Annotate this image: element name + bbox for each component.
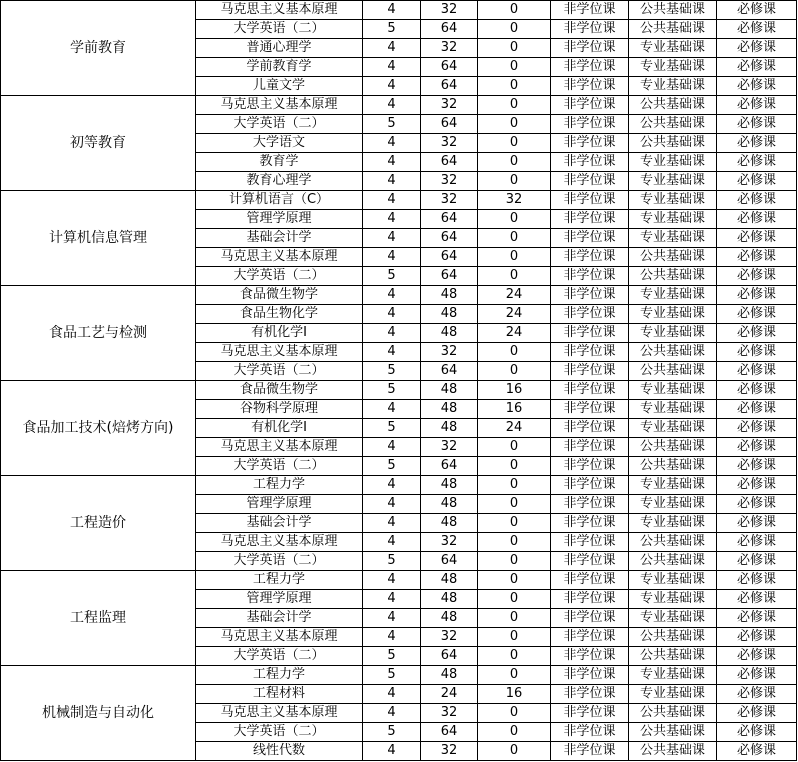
credit-cell: 4 bbox=[363, 153, 421, 172]
course-category-cell: 公共基础课 bbox=[629, 552, 717, 571]
degree-type-cell: 非学位课 bbox=[551, 685, 629, 704]
degree-type-cell: 非学位课 bbox=[551, 552, 629, 571]
credit-cell: 4 bbox=[363, 305, 421, 324]
course-category-cell: 公共基础课 bbox=[629, 704, 717, 723]
lab-hours-cell: 0 bbox=[478, 666, 551, 685]
course-name-cell: 普通心理学 bbox=[196, 39, 363, 58]
major-name-cell: 食品加工技术(焙烤方向) bbox=[1, 381, 196, 476]
lab-hours-cell: 0 bbox=[478, 210, 551, 229]
hours-cell: 64 bbox=[421, 647, 478, 666]
course-name-cell: 食品生物化学 bbox=[196, 305, 363, 324]
requirement-cell: 必修课 bbox=[717, 514, 797, 533]
lab-hours-cell: 16 bbox=[478, 400, 551, 419]
credit-cell: 4 bbox=[363, 704, 421, 723]
lab-hours-cell: 0 bbox=[478, 20, 551, 39]
credit-cell: 4 bbox=[363, 324, 421, 343]
course-category-cell: 公共基础课 bbox=[629, 20, 717, 39]
degree-type-cell: 非学位课 bbox=[551, 419, 629, 438]
hours-cell: 32 bbox=[421, 438, 478, 457]
hours-cell: 48 bbox=[421, 590, 478, 609]
hours-cell: 48 bbox=[421, 381, 478, 400]
lab-hours-cell: 0 bbox=[478, 457, 551, 476]
lab-hours-cell: 0 bbox=[478, 514, 551, 533]
course-name-cell: 有机化学I bbox=[196, 324, 363, 343]
credit-cell: 4 bbox=[363, 1, 421, 20]
table-row bbox=[1, 286, 797, 305]
hours-cell: 48 bbox=[421, 571, 478, 590]
hours-cell: 48 bbox=[421, 495, 478, 514]
credit-cell: 5 bbox=[363, 381, 421, 400]
lab-hours-cell: 0 bbox=[478, 267, 551, 286]
course-name-cell: 管理学原理 bbox=[196, 210, 363, 229]
table-row bbox=[1, 191, 797, 210]
course-name-cell: 大学英语（二） bbox=[196, 115, 363, 134]
course-name-cell: 线性代数 bbox=[196, 742, 363, 761]
hours-cell: 48 bbox=[421, 666, 478, 685]
hours-cell: 64 bbox=[421, 229, 478, 248]
course-category-cell: 专业基础课 bbox=[629, 666, 717, 685]
hours-cell: 32 bbox=[421, 191, 478, 210]
credit-cell: 4 bbox=[363, 495, 421, 514]
course-name-cell: 谷物科学原理 bbox=[196, 400, 363, 419]
table-row bbox=[1, 571, 797, 590]
degree-type-cell: 非学位课 bbox=[551, 571, 629, 590]
course-category-cell: 专业基础课 bbox=[629, 153, 717, 172]
credit-cell: 4 bbox=[363, 742, 421, 761]
hours-cell: 32 bbox=[421, 704, 478, 723]
degree-type-cell: 非学位课 bbox=[551, 590, 629, 609]
credit-cell: 4 bbox=[363, 571, 421, 590]
requirement-cell: 必修课 bbox=[717, 305, 797, 324]
course-category-cell: 专业基础课 bbox=[629, 324, 717, 343]
major-name-cell: 机械制造与自动化 bbox=[1, 666, 196, 761]
hours-cell: 64 bbox=[421, 362, 478, 381]
degree-type-cell: 非学位课 bbox=[551, 210, 629, 229]
credit-cell: 4 bbox=[363, 343, 421, 362]
degree-type-cell: 非学位课 bbox=[551, 191, 629, 210]
credit-cell: 4 bbox=[363, 609, 421, 628]
lab-hours-cell: 0 bbox=[478, 96, 551, 115]
hours-cell: 48 bbox=[421, 400, 478, 419]
lab-hours-cell: 0 bbox=[478, 134, 551, 153]
credit-cell: 4 bbox=[363, 210, 421, 229]
table-row bbox=[1, 381, 797, 400]
credit-cell: 4 bbox=[363, 476, 421, 495]
requirement-cell: 必修课 bbox=[717, 77, 797, 96]
course-name-cell: 工程力学 bbox=[196, 571, 363, 590]
hours-cell: 32 bbox=[421, 172, 478, 191]
hours-cell: 64 bbox=[421, 153, 478, 172]
requirement-cell: 必修课 bbox=[717, 20, 797, 39]
requirement-cell: 必修课 bbox=[717, 438, 797, 457]
course-name-cell: 管理学原理 bbox=[196, 495, 363, 514]
requirement-cell: 必修课 bbox=[717, 400, 797, 419]
requirement-cell: 必修课 bbox=[717, 267, 797, 286]
hours-cell: 48 bbox=[421, 286, 478, 305]
hours-cell: 48 bbox=[421, 305, 478, 324]
course-name-cell: 基础会计学 bbox=[196, 229, 363, 248]
degree-type-cell: 非学位课 bbox=[551, 495, 629, 514]
lab-hours-cell: 24 bbox=[478, 286, 551, 305]
degree-type-cell: 非学位课 bbox=[551, 229, 629, 248]
credit-cell: 4 bbox=[363, 628, 421, 647]
requirement-cell: 必修课 bbox=[717, 552, 797, 571]
credit-cell: 4 bbox=[363, 514, 421, 533]
course-name-cell: 大学英语（二） bbox=[196, 20, 363, 39]
credit-cell: 4 bbox=[363, 438, 421, 457]
lab-hours-cell: 0 bbox=[478, 248, 551, 267]
course-category-cell: 专业基础课 bbox=[629, 305, 717, 324]
lab-hours-cell: 0 bbox=[478, 552, 551, 571]
hours-cell: 32 bbox=[421, 343, 478, 362]
requirement-cell: 必修课 bbox=[717, 742, 797, 761]
lab-hours-cell: 0 bbox=[478, 723, 551, 742]
course-category-cell: 公共基础课 bbox=[629, 438, 717, 457]
course-category-cell: 专业基础课 bbox=[629, 419, 717, 438]
requirement-cell: 必修课 bbox=[717, 343, 797, 362]
degree-type-cell: 非学位课 bbox=[551, 666, 629, 685]
credit-cell: 4 bbox=[363, 229, 421, 248]
degree-type-cell: 非学位课 bbox=[551, 609, 629, 628]
lab-hours-cell: 0 bbox=[478, 704, 551, 723]
course-category-cell: 专业基础课 bbox=[629, 58, 717, 77]
table-row bbox=[1, 666, 797, 685]
course-name-cell: 马克思主义基本原理 bbox=[196, 343, 363, 362]
requirement-cell: 必修课 bbox=[717, 571, 797, 590]
course-category-cell: 专业基础课 bbox=[629, 286, 717, 305]
course-category-cell: 公共基础课 bbox=[629, 248, 717, 267]
lab-hours-cell: 0 bbox=[478, 438, 551, 457]
hours-cell: 24 bbox=[421, 685, 478, 704]
requirement-cell: 必修课 bbox=[717, 324, 797, 343]
hours-cell: 32 bbox=[421, 96, 478, 115]
course-category-cell: 专业基础课 bbox=[629, 77, 717, 96]
course-table-body bbox=[1, 1, 797, 761]
requirement-cell: 必修课 bbox=[717, 134, 797, 153]
lab-hours-cell: 0 bbox=[478, 153, 551, 172]
course-name-cell: 食品微生物学 bbox=[196, 286, 363, 305]
requirement-cell: 必修课 bbox=[717, 115, 797, 134]
hours-cell: 64 bbox=[421, 552, 478, 571]
hours-cell: 32 bbox=[421, 742, 478, 761]
requirement-cell: 必修课 bbox=[717, 191, 797, 210]
course-category-cell: 公共基础课 bbox=[629, 134, 717, 153]
course-name-cell: 大学英语（二） bbox=[196, 457, 363, 476]
degree-type-cell: 非学位课 bbox=[551, 20, 629, 39]
lab-hours-cell: 24 bbox=[478, 324, 551, 343]
major-name-cell: 工程造价 bbox=[1, 476, 196, 571]
table-row bbox=[1, 96, 797, 115]
course-name-cell: 食品微生物学 bbox=[196, 381, 363, 400]
course-category-cell: 公共基础课 bbox=[629, 343, 717, 362]
credit-cell: 4 bbox=[363, 39, 421, 58]
course-category-cell: 专业基础课 bbox=[629, 229, 717, 248]
degree-type-cell: 非学位课 bbox=[551, 742, 629, 761]
table-row bbox=[1, 476, 797, 495]
degree-type-cell: 非学位课 bbox=[551, 172, 629, 191]
course-name-cell: 大学英语（二） bbox=[196, 647, 363, 666]
course-category-cell: 专业基础课 bbox=[629, 685, 717, 704]
course-name-cell: 大学语文 bbox=[196, 134, 363, 153]
credit-cell: 4 bbox=[363, 590, 421, 609]
lab-hours-cell: 0 bbox=[478, 362, 551, 381]
hours-cell: 64 bbox=[421, 58, 478, 77]
credit-cell: 4 bbox=[363, 58, 421, 77]
degree-type-cell: 非学位课 bbox=[551, 533, 629, 552]
course-name-cell: 马克思主义基本原理 bbox=[196, 248, 363, 267]
requirement-cell: 必修课 bbox=[717, 58, 797, 77]
credit-cell: 4 bbox=[363, 96, 421, 115]
hours-cell: 32 bbox=[421, 39, 478, 58]
hours-cell: 32 bbox=[421, 533, 478, 552]
credit-cell: 5 bbox=[363, 362, 421, 381]
course-name-cell: 管理学原理 bbox=[196, 590, 363, 609]
course-name-cell: 工程力学 bbox=[196, 476, 363, 495]
course-name-cell: 教育学 bbox=[196, 153, 363, 172]
course-name-cell: 有机化学I bbox=[196, 419, 363, 438]
requirement-cell: 必修课 bbox=[717, 172, 797, 191]
credit-cell: 4 bbox=[363, 286, 421, 305]
credit-cell: 5 bbox=[363, 115, 421, 134]
credit-cell: 4 bbox=[363, 400, 421, 419]
lab-hours-cell: 0 bbox=[478, 172, 551, 191]
lab-hours-cell: 0 bbox=[478, 533, 551, 552]
requirement-cell: 必修课 bbox=[717, 229, 797, 248]
course-name-cell: 马克思主义基本原理 bbox=[196, 1, 363, 20]
course-category-cell: 专业基础课 bbox=[629, 495, 717, 514]
credit-cell: 5 bbox=[363, 723, 421, 742]
degree-type-cell: 非学位课 bbox=[551, 362, 629, 381]
course-name-cell: 教育心理学 bbox=[196, 172, 363, 191]
lab-hours-cell: 32 bbox=[478, 191, 551, 210]
lab-hours-cell: 0 bbox=[478, 495, 551, 514]
hours-cell: 64 bbox=[421, 210, 478, 229]
credit-cell: 4 bbox=[363, 191, 421, 210]
course-category-cell: 公共基础课 bbox=[629, 457, 717, 476]
hours-cell: 32 bbox=[421, 1, 478, 20]
degree-type-cell: 非学位课 bbox=[551, 248, 629, 267]
degree-type-cell: 非学位课 bbox=[551, 77, 629, 96]
course-category-cell: 公共基础课 bbox=[629, 1, 717, 20]
credit-cell: 5 bbox=[363, 20, 421, 39]
hours-cell: 32 bbox=[421, 134, 478, 153]
course-name-cell: 大学英语（二） bbox=[196, 267, 363, 286]
degree-type-cell: 非学位课 bbox=[551, 628, 629, 647]
hours-cell: 48 bbox=[421, 419, 478, 438]
course-category-cell: 专业基础课 bbox=[629, 609, 717, 628]
degree-type-cell: 非学位课 bbox=[551, 457, 629, 476]
course-name-cell: 马克思主义基本原理 bbox=[196, 438, 363, 457]
lab-hours-cell: 0 bbox=[478, 742, 551, 761]
credit-cell: 4 bbox=[363, 172, 421, 191]
degree-type-cell: 非学位课 bbox=[551, 381, 629, 400]
major-name-cell: 初等教育 bbox=[1, 96, 196, 191]
credit-cell: 5 bbox=[363, 666, 421, 685]
degree-type-cell: 非学位课 bbox=[551, 134, 629, 153]
requirement-cell: 必修课 bbox=[717, 704, 797, 723]
hours-cell: 64 bbox=[421, 20, 478, 39]
degree-type-cell: 非学位课 bbox=[551, 96, 629, 115]
course-category-cell: 公共基础课 bbox=[629, 362, 717, 381]
requirement-cell: 必修课 bbox=[717, 210, 797, 229]
degree-type-cell: 非学位课 bbox=[551, 343, 629, 362]
requirement-cell: 必修课 bbox=[717, 248, 797, 267]
lab-hours-cell: 0 bbox=[478, 609, 551, 628]
lab-hours-cell: 0 bbox=[478, 39, 551, 58]
course-category-cell: 公共基础课 bbox=[629, 723, 717, 742]
lab-hours-cell: 0 bbox=[478, 115, 551, 134]
requirement-cell: 必修课 bbox=[717, 666, 797, 685]
requirement-cell: 必修课 bbox=[717, 495, 797, 514]
lab-hours-cell: 0 bbox=[478, 476, 551, 495]
hours-cell: 48 bbox=[421, 514, 478, 533]
hours-cell: 64 bbox=[421, 267, 478, 286]
degree-type-cell: 非学位课 bbox=[551, 286, 629, 305]
degree-type-cell: 非学位课 bbox=[551, 58, 629, 77]
lab-hours-cell: 24 bbox=[478, 419, 551, 438]
course-name-cell: 工程材料 bbox=[196, 685, 363, 704]
hours-cell: 48 bbox=[421, 324, 478, 343]
requirement-cell: 必修课 bbox=[717, 419, 797, 438]
course-category-cell: 专业基础课 bbox=[629, 400, 717, 419]
course-category-cell: 公共基础课 bbox=[629, 96, 717, 115]
requirement-cell: 必修课 bbox=[717, 286, 797, 305]
course-name-cell: 大学英语（二） bbox=[196, 552, 363, 571]
requirement-cell: 必修课 bbox=[717, 609, 797, 628]
degree-type-cell: 非学位课 bbox=[551, 400, 629, 419]
course-category-cell: 专业基础课 bbox=[629, 191, 717, 210]
lab-hours-cell: 0 bbox=[478, 343, 551, 362]
degree-type-cell: 非学位课 bbox=[551, 723, 629, 742]
requirement-cell: 必修课 bbox=[717, 590, 797, 609]
course-name-cell: 马克思主义基本原理 bbox=[196, 704, 363, 723]
degree-type-cell: 非学位课 bbox=[551, 305, 629, 324]
hours-cell: 48 bbox=[421, 476, 478, 495]
course-name-cell: 大学英语（二） bbox=[196, 723, 363, 742]
lab-hours-cell: 0 bbox=[478, 229, 551, 248]
lab-hours-cell: 0 bbox=[478, 77, 551, 96]
requirement-cell: 必修课 bbox=[717, 457, 797, 476]
course-name-cell: 大学英语（二） bbox=[196, 362, 363, 381]
course-category-cell: 公共基础课 bbox=[629, 742, 717, 761]
requirement-cell: 必修课 bbox=[717, 1, 797, 20]
hours-cell: 64 bbox=[421, 77, 478, 96]
major-name-cell: 食品工艺与检测 bbox=[1, 286, 196, 381]
requirement-cell: 必修课 bbox=[717, 96, 797, 115]
degree-type-cell: 非学位课 bbox=[551, 647, 629, 666]
lab-hours-cell: 0 bbox=[478, 1, 551, 20]
requirement-cell: 必修课 bbox=[717, 685, 797, 704]
requirement-cell: 必修课 bbox=[717, 723, 797, 742]
course-name-cell: 基础会计学 bbox=[196, 609, 363, 628]
course-name-cell: 马克思主义基本原理 bbox=[196, 628, 363, 647]
course-name-cell: 工程力学 bbox=[196, 666, 363, 685]
credit-cell: 5 bbox=[363, 552, 421, 571]
major-name-cell: 工程监理 bbox=[1, 571, 196, 666]
credit-cell: 4 bbox=[363, 77, 421, 96]
degree-type-cell: 非学位课 bbox=[551, 438, 629, 457]
credit-cell: 5 bbox=[363, 647, 421, 666]
credit-cell: 5 bbox=[363, 457, 421, 476]
degree-type-cell: 非学位课 bbox=[551, 476, 629, 495]
degree-type-cell: 非学位课 bbox=[551, 514, 629, 533]
course-name-cell: 学前教育学 bbox=[196, 58, 363, 77]
table-row bbox=[1, 1, 797, 20]
requirement-cell: 必修课 bbox=[717, 628, 797, 647]
lab-hours-cell: 24 bbox=[478, 305, 551, 324]
course-category-cell: 公共基础课 bbox=[629, 267, 717, 286]
course-name-cell: 计算机语言（C） bbox=[196, 191, 363, 210]
course-category-cell: 专业基础课 bbox=[629, 210, 717, 229]
course-name-cell: 基础会计学 bbox=[196, 514, 363, 533]
course-name-cell: 马克思主义基本原理 bbox=[196, 96, 363, 115]
major-name-cell: 学前教育 bbox=[1, 1, 196, 96]
lab-hours-cell: 16 bbox=[478, 685, 551, 704]
course-category-cell: 公共基础课 bbox=[629, 628, 717, 647]
hours-cell: 64 bbox=[421, 723, 478, 742]
degree-type-cell: 非学位课 bbox=[551, 1, 629, 20]
credit-cell: 4 bbox=[363, 248, 421, 267]
degree-type-cell: 非学位课 bbox=[551, 267, 629, 286]
major-name-cell: 计算机信息管理 bbox=[1, 191, 196, 286]
requirement-cell: 必修课 bbox=[717, 153, 797, 172]
course-category-cell: 公共基础课 bbox=[629, 647, 717, 666]
credit-cell: 4 bbox=[363, 685, 421, 704]
hours-cell: 32 bbox=[421, 628, 478, 647]
credit-cell: 5 bbox=[363, 267, 421, 286]
course-category-cell: 专业基础课 bbox=[629, 514, 717, 533]
course-category-cell: 专业基础课 bbox=[629, 571, 717, 590]
lab-hours-cell: 0 bbox=[478, 571, 551, 590]
lab-hours-cell: 0 bbox=[478, 58, 551, 77]
degree-type-cell: 非学位课 bbox=[551, 153, 629, 172]
lab-hours-cell: 16 bbox=[478, 381, 551, 400]
requirement-cell: 必修课 bbox=[717, 362, 797, 381]
requirement-cell: 必修课 bbox=[717, 39, 797, 58]
credit-cell: 4 bbox=[363, 134, 421, 153]
course-category-cell: 公共基础课 bbox=[629, 115, 717, 134]
course-category-cell: 公共基础课 bbox=[629, 533, 717, 552]
lab-hours-cell: 0 bbox=[478, 628, 551, 647]
course-category-cell: 专业基础课 bbox=[629, 172, 717, 191]
requirement-cell: 必修课 bbox=[717, 533, 797, 552]
course-name-cell: 儿童文学 bbox=[196, 77, 363, 96]
hours-cell: 64 bbox=[421, 457, 478, 476]
hours-cell: 48 bbox=[421, 609, 478, 628]
degree-type-cell: 非学位课 bbox=[551, 115, 629, 134]
requirement-cell: 必修课 bbox=[717, 381, 797, 400]
degree-type-cell: 非学位课 bbox=[551, 704, 629, 723]
hours-cell: 64 bbox=[421, 115, 478, 134]
requirement-cell: 必修课 bbox=[717, 476, 797, 495]
course-name-cell: 马克思主义基本原理 bbox=[196, 533, 363, 552]
course-category-cell: 专业基础课 bbox=[629, 39, 717, 58]
course-category-cell: 专业基础课 bbox=[629, 381, 717, 400]
degree-type-cell: 非学位课 bbox=[551, 324, 629, 343]
course-category-cell: 专业基础课 bbox=[629, 590, 717, 609]
requirement-cell: 必修课 bbox=[717, 647, 797, 666]
credit-cell: 5 bbox=[363, 419, 421, 438]
lab-hours-cell: 0 bbox=[478, 590, 551, 609]
lab-hours-cell: 0 bbox=[478, 647, 551, 666]
degree-type-cell: 非学位课 bbox=[551, 39, 629, 58]
credit-cell: 4 bbox=[363, 533, 421, 552]
course-category-cell: 专业基础课 bbox=[629, 476, 717, 495]
hours-cell: 64 bbox=[421, 248, 478, 267]
